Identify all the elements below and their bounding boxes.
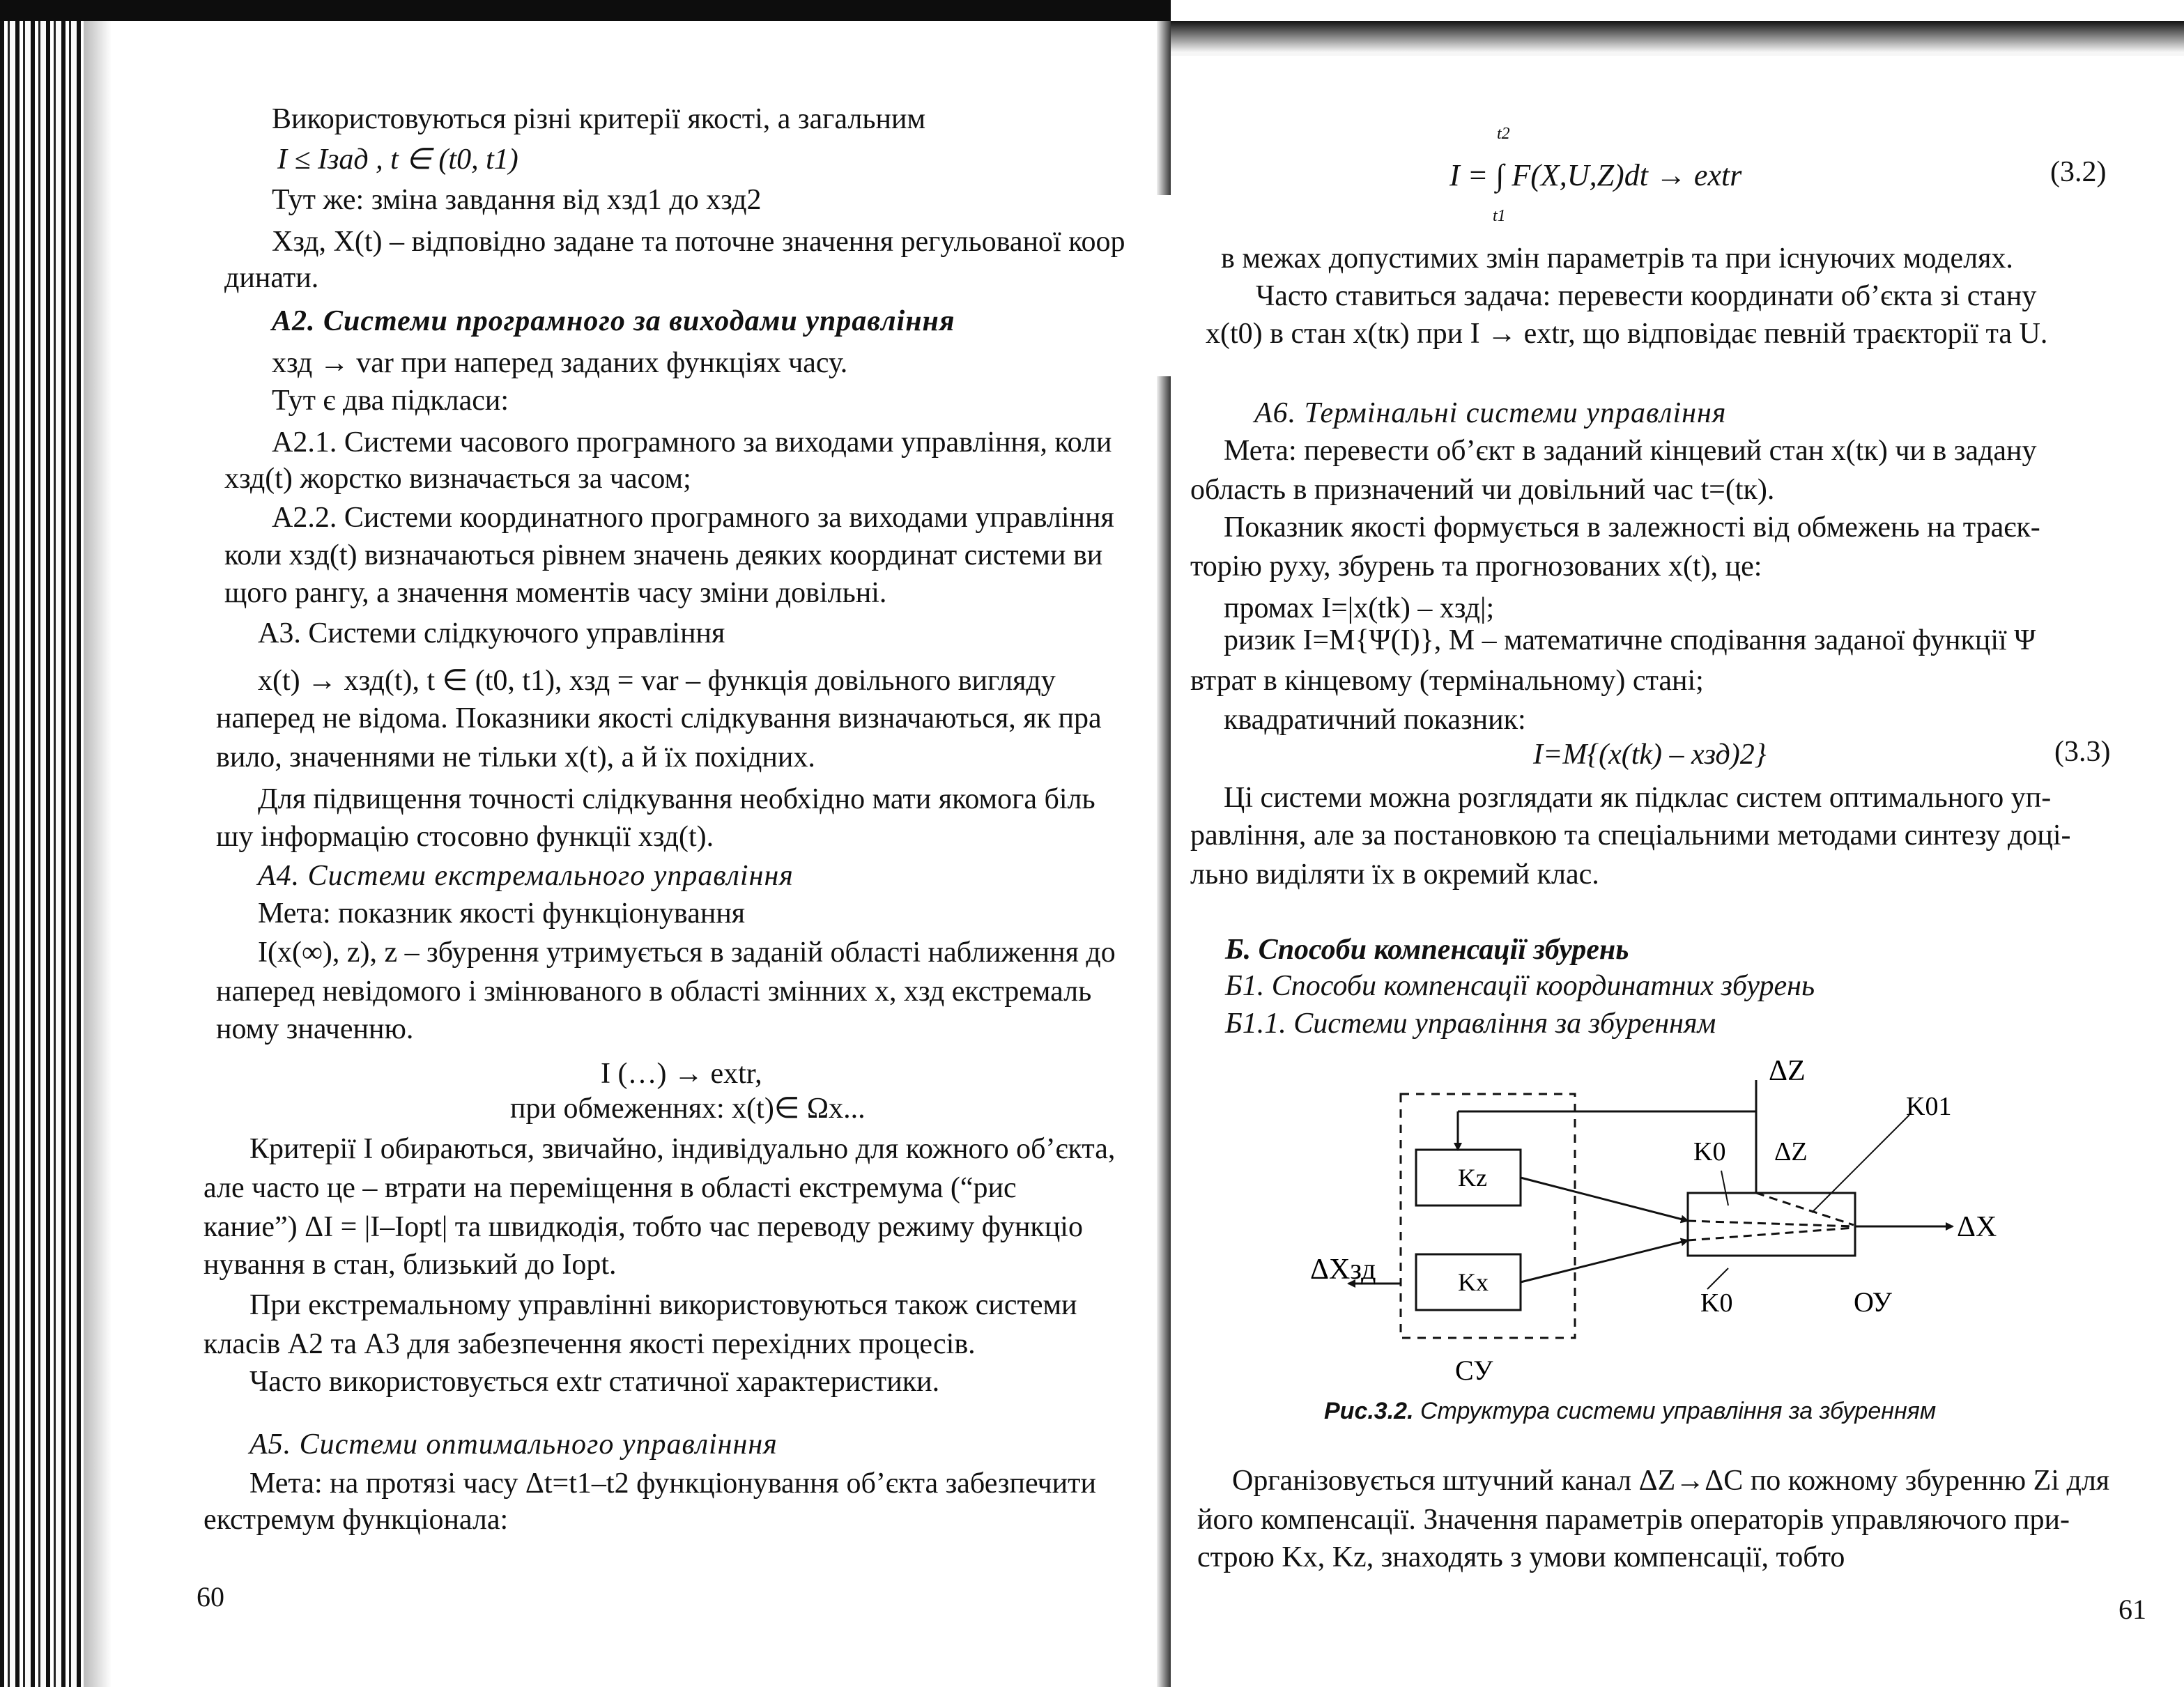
text-line: щого рангу, а значення моментів часу зміни довільні.	[224, 577, 887, 609]
text-line: ризик I=M{Ψ(I)}, M – математичне сподівання заданої функції Ψ	[1224, 624, 2036, 656]
text-line: Критерії I обираються, звичайно, індивідуально для кожного об’єкта,	[249, 1133, 1116, 1165]
equation-number-3-3: (3.3)	[2054, 736, 2111, 768]
text-line: равління, але за постановкою та спеціальними методами синтезу доці-	[1190, 819, 2071, 852]
page-shadow	[1171, 21, 2184, 56]
gutter-highlight	[1157, 195, 1171, 376]
formula-line: x(t) → xзд(t), t ∈ (t0, t1), xзд = var – функція довільного вигляду	[258, 665, 1056, 697]
k01-label: K01	[1906, 1092, 1952, 1121]
kz-label: Kz	[1458, 1164, 1487, 1192]
text-line: Часто використовується extr статичної характеристики.	[249, 1366, 940, 1398]
text-line: Мета: показник якості функціонування	[258, 898, 746, 930]
k0-bottom-label: K0	[1700, 1288, 1733, 1318]
page-number-right: 61	[2118, 1594, 2146, 1625]
text-line: динати.	[224, 262, 319, 294]
text-line: Тут є два підкласи:	[272, 385, 509, 417]
text-line: торію руху, збурень та прогнозованих x(t), це:	[1190, 550, 1762, 583]
text-line: в межах допустимих змін параметрів та при існуючих моделях.	[1221, 242, 2013, 275]
text-line: Показник якості формується в залежності від обмежень на траєк-	[1224, 511, 2040, 544]
text-line: Мета: на протязі часу Δt=t1–t2 функціонування об’єкта забезпечити	[249, 1468, 1096, 1500]
text-line: Організовується штучний канал ΔZ→ΔC по кожному збуренню Zi для	[1232, 1465, 2110, 1497]
section-heading-a6: А6. Термінальні системи управління	[1254, 397, 1727, 429]
formula-3-3: I=M{(x(tk) – xзд)2}	[1533, 739, 1767, 771]
dz-top-label: ΔZ	[1769, 1055, 1806, 1087]
formula-line: I ≤ Iзад , t ∈ (t0, t1)	[277, 144, 518, 176]
text-line: його компенсації. Значення параметрів операторів управляючого при-	[1197, 1504, 2070, 1536]
text-line: класів А2 та А3 для забезпечення якості перехідних процесів.	[203, 1328, 976, 1360]
book-binding-edge	[0, 21, 84, 1687]
text-line: Часто ставиться задача: перевести координати об’єкта зі стану	[1256, 280, 2037, 312]
left-page	[111, 0, 1171, 1687]
text-line: ному значенню.	[216, 1013, 414, 1045]
text-line: Xзд, X(t) – відповідно задане та поточне значення регульованої коор	[272, 226, 1125, 258]
section-heading-a3: А3. Системи слідкуючого управління	[258, 617, 725, 649]
text-line: вило, значеннями не тільки x(t), а й їх похідних.	[216, 741, 815, 773]
text-line: наперед невідомого і змінюваного в області змінних x, xзд екстремаль	[216, 976, 1092, 1008]
figure-caption	[1324, 1398, 1936, 1425]
text-line: екстремум функціонала:	[203, 1504, 509, 1536]
ou-label: ОУ	[1854, 1286, 1892, 1318]
integral-upper-limit: t2	[1497, 125, 1510, 143]
kx-label: Kx	[1458, 1268, 1489, 1296]
text-line: Використовуються різні критерії якості, а загальним	[272, 103, 926, 135]
dxzd-label: ΔXзд	[1310, 1254, 1376, 1286]
text-line: промах I=|x(tk) – xзд|;	[1224, 592, 1495, 624]
text-line: кание”) ΔI = |I–Iopt| та швидкодія, тобто час переводу режиму функціо	[203, 1211, 1083, 1243]
formula-line: I (…) → extr,	[601, 1058, 762, 1090]
text-line: втрат в кінцевому (термінальному) стані;	[1190, 665, 1704, 697]
page-number-left: 60	[197, 1581, 224, 1612]
text-line: При екстремальному управлінні використовуються також системи	[249, 1289, 1077, 1321]
integral-lower-limit: t1	[1493, 207, 1506, 225]
text-line: шу інформацію стосовно функції xзд(t).	[216, 821, 714, 853]
text-line: xзд → var при наперед заданих функціях часу.	[272, 347, 848, 379]
text-line: Ці системи можна розглядати як підклас систем оптимального уп-	[1224, 782, 2052, 814]
text-line: А2.1. Системи часового програмного за виходами управління, коли	[272, 426, 1112, 459]
block-diagram	[1171, 1038, 2184, 1428]
dx-label: ΔX	[1957, 1211, 1997, 1243]
dz-inner-label: ΔZ	[1774, 1137, 1808, 1166]
su-label: СУ	[1455, 1355, 1493, 1386]
formula-line: при обмеженнях: x(t)∈ Ωx...	[510, 1093, 866, 1125]
text-line: нування в стан, близький до Iopt.	[203, 1249, 617, 1281]
text-line: Для підвищення точності слідкування необхідно мати якомога біль	[258, 783, 1095, 815]
text-line: льно виділяти їх в окремий клас.	[1190, 858, 1599, 891]
right-page	[1171, 0, 2184, 1687]
text-line: квадратичний показник:	[1224, 704, 1526, 736]
text-line: область в призначений чи довільний час t=(tк).	[1190, 474, 1775, 506]
section-heading-b: Б. Способи компенсації збурень	[1225, 934, 1629, 966]
text-line: x(t0) в стан x(tк) при I → extr, що відповідає певній траєкторії та U.	[1206, 318, 2048, 350]
text-line: наперед не відома. Показники якості слідкування визначаються, як пра	[216, 702, 1102, 734]
text-line: строю Kx, Kz, знаходять з умови компенсації, тобто	[1197, 1541, 1845, 1573]
text-line: коли xзд(t) визначаються рівнем значень деяких координат системи ви	[224, 539, 1103, 571]
text-line: Тут же: зміна завдання від xзд1 до xзд2	[272, 184, 762, 216]
section-heading-a4: А4. Системи екстремального управління	[258, 860, 794, 892]
figure-caption-text: Структура системи управління за збуренням	[1413, 1398, 1937, 1424]
text-line: але часто це – втрати на переміщення в області екстремума (“рис	[203, 1172, 1017, 1204]
text-line: А2.2. Системи координатного програмного за виходами управління	[272, 502, 1114, 534]
section-heading-b1: Б1. Способи компенсації координатних збурень	[1225, 970, 1815, 1002]
text-line: Мета: перевести об’єкт в заданий кінцевий стан x(tк) чи в задану	[1224, 435, 2037, 467]
k0-top-label: K0	[1693, 1137, 1726, 1166]
figure-caption-number: Рис.3.2.	[1324, 1398, 1414, 1424]
section-heading-a2: А2. Системи програмного за виходами управління	[272, 305, 955, 337]
formula-3-2: I = ∫ F(X,U,Z)dt → extr	[1449, 158, 1742, 192]
section-heading-a5: А5. Системи оптимального управлінння	[249, 1428, 778, 1461]
section-heading-b1-1: Б1.1. Системи управління за збуренням	[1225, 1008, 1716, 1040]
equation-number-3-2: (3.2)	[2050, 156, 2107, 188]
text-line: I(x(∞), z), z – збурення утримується в заданій області наближення до	[258, 937, 1116, 969]
text-line: xзд(t) жорстко визначається за часом;	[224, 463, 691, 495]
